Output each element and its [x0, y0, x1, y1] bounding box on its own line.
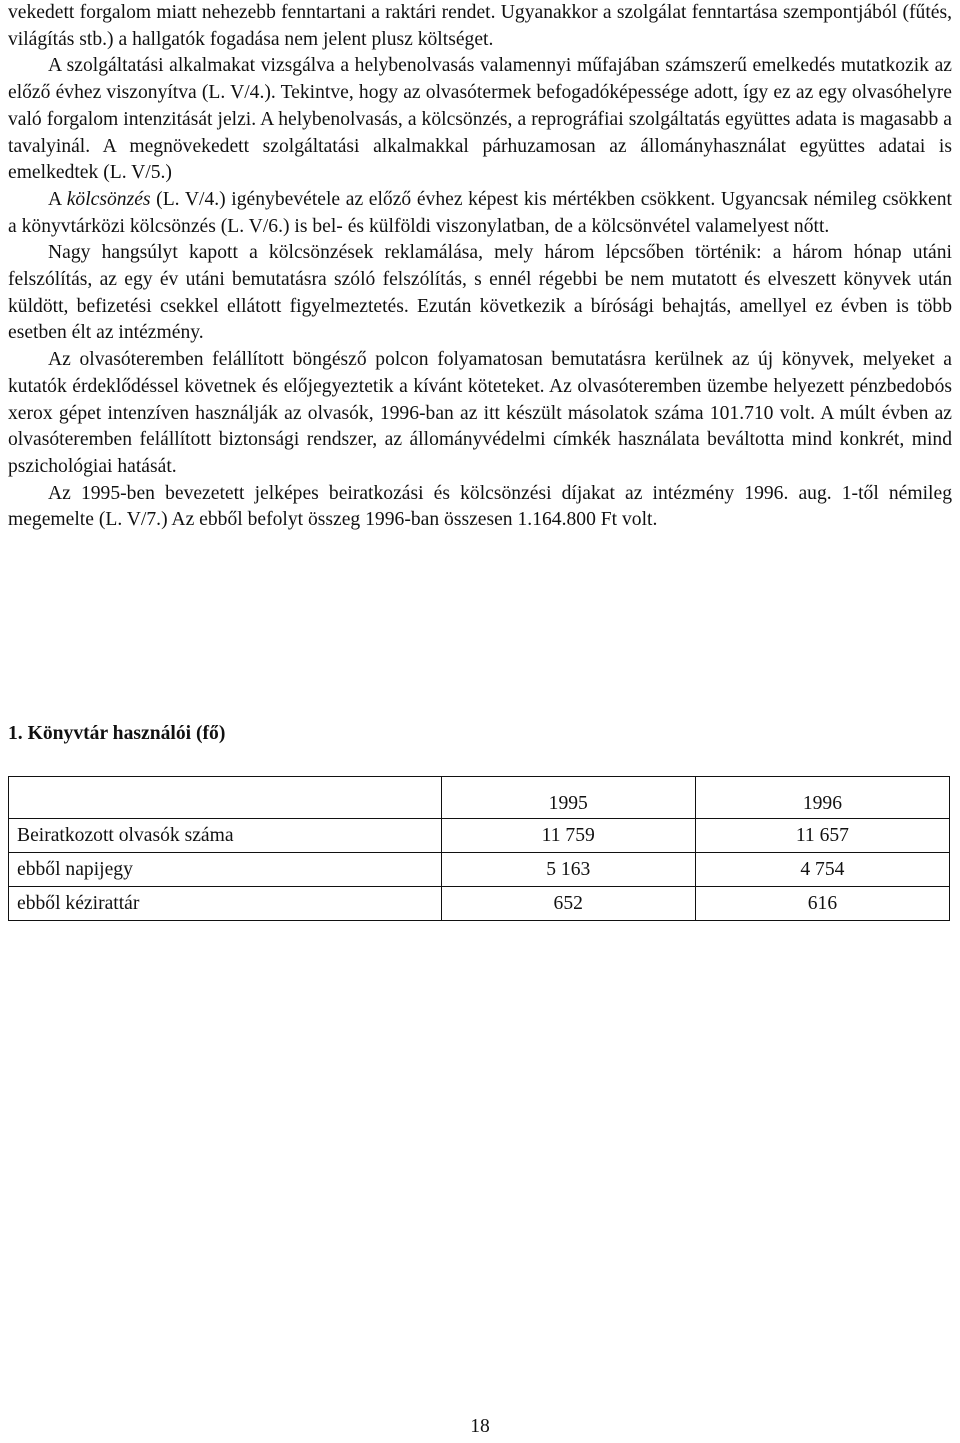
row-value-1996: 4 754 [695, 853, 949, 887]
paragraph-3 [8, 187, 952, 240]
paragraph-2: A szolgáltatási alkalmakat vizsgálva a helybenolvasás valamennyi műfajában számszerű emelkedés mutatkozik az előző évhez viszonyítva (L. V/4.). Tekintve, hogy az olvasótermek befogadóképessége adott, így ez az egy olvasóhelyre való forgalom intenzitását jelzi. A helybenolvasás, a kölcsönzés, a reprográfiai szolgáltatás együttes adata is magasabb a tavalyinál. A megnövekedett szolgáltatási alkalmakkal párhuzamosan az állományhasználat együttes adatai is emelkedtek (L. V/5.) [8, 55, 952, 184]
paragraph-3-rest: (L. V/4.) igénybevétele az előző évhez képest kis mértékben csökkent. Ugyancsak némileg csökkent a könyvtárközi kölcsönzés (L. V/6.) is bel- és külföldi viszonylatban, de a kölcsönvétel valamelyest nőtt. [8, 188, 952, 237]
table-row [9, 819, 950, 853]
row-value-1995: 652 [441, 887, 695, 921]
table-header-row [9, 777, 950, 819]
paragraph-6: Az 1995-ben bevezetett jelképes beiratkozási és kölcsönzési díjakat az intézmény 1996. aug. 1-től némileg megemelte (L. V/7.) Az ebből befolyt összeg 1996-ban összesen 1.164.800 Ft volt. [8, 482, 952, 531]
row-label: ebből kézirattár [9, 887, 442, 921]
section-title: 1. Könyvtár használói (fő) [8, 723, 226, 744]
row-value-1995: 11 759 [441, 819, 695, 853]
header-year-1995: 1995 [441, 777, 695, 819]
row-value-1996: 616 [695, 887, 949, 921]
library-users-table [8, 776, 950, 921]
page-number: 18 [470, 1416, 490, 1437]
paragraph-1: vekedett forgalom miatt nehezebb fenntartani a raktári rendet. Ugyanakkor a szolgálat fenntartása szempontjából (fűtés, világítás stb.) a hallgatók fogadása nem jelent plusz költséget. [8, 2, 952, 50]
header-blank-cell [9, 777, 442, 819]
table-row [9, 887, 950, 921]
header-year-1996: 1996 [695, 777, 949, 819]
row-label: Beiratkozott olvasók száma [9, 819, 442, 853]
paragraph-4: Nagy hangsúlyt kapott a kölcsönzések reklamálása, mely három lépcsőben történik: a három hónap utáni felszólítás, az egy év utáni bemutatásra szóló felszólítás, s ennél régebbi be nem mutatott és elveszett könyvek után küldött, befizetési csekkel ellátott figyelmeztetés. Ezután következik a bírósági behajtás, amellyel ez évben is több esetben élt az intézmény. [8, 242, 952, 344]
paragraph-3-emphasis: kölcsönzés [66, 188, 151, 210]
paragraph-3-prefix: A [48, 188, 62, 210]
table-row [9, 853, 950, 887]
document-body [8, 0, 952, 534]
paragraph-5: Az olvasóteremben felállított böngésző polcon folyamatosan bemutatásra kerülnek az új könyvek, melyeket a kutatók érdeklődéssel követnek és előjegyeztetik a kívánt köteteket. Az olvasóteremben üzembe helyezett pénzbedobós xerox gépet intenzíven használják az olvasók, 1996-ban az itt készült másolatok száma 101.710 volt. A múlt évben az olvasóteremben felállított biztonsági rendszer, az állományvédelmi címkék használata beváltotta mind konkrét, mind pszichológiai hatását. [8, 349, 952, 477]
row-value-1995: 5 163 [441, 853, 695, 887]
row-label: ebből napijegy [9, 853, 442, 887]
row-value-1996: 11 657 [695, 819, 949, 853]
